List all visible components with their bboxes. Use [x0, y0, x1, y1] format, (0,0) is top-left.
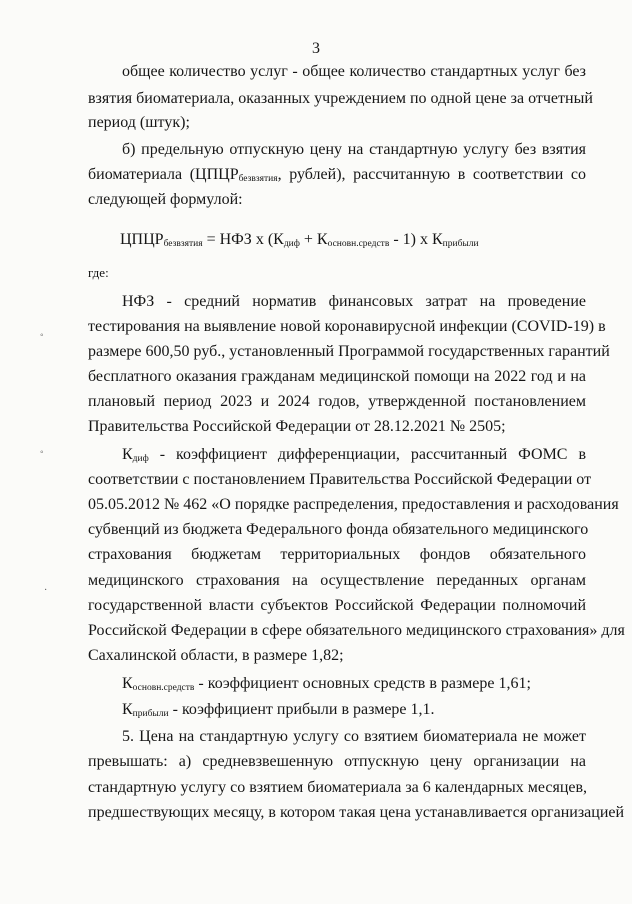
text-line: Российской Федерации в сфере обязательного медицинского страхования» для: [88, 622, 625, 639]
text-line: бесплатного оказания гражданам медицинской помощи на 2022 год и на: [88, 368, 586, 385]
text-line: Сахалинской области, в размере 1,82;: [88, 647, 344, 664]
text-line: биоматериала ($ЦПЦР_{безвзятия}$, рублей), рассчитанную в соответствии со: [88, 166, 586, 184]
text-line: следующей формулой:: [88, 191, 243, 208]
text-line: Правительства Российской Федерации от 28.12.2021 № 2505;: [88, 418, 506, 435]
text-line: превышать: а) средневзвешенную отпускную цену организации на: [88, 753, 586, 770]
text-line: взятия биоматериала, оказанных учреждением по одной цене за отчетный: [88, 90, 593, 107]
text-line: государственной власти субъектов Российской Федерации полномочий: [88, 597, 586, 614]
text-line: б) предельную отпускную цену на стандартную услугу без взятия: [122, 141, 586, 158]
scan-speck: ·: [44, 585, 48, 596]
scan-speck: ◦: [40, 447, 44, 458]
text-line: страхования бюджетам территориальных фондов обязательного: [88, 546, 586, 563]
text-line: 05.05.2012 № 462 «О порядке распределения, предоставления и расходования: [88, 496, 619, 513]
page-number: 3: [312, 40, 320, 57]
text-line: размере 600,50 руб., установленный Программой государственных гарантий: [88, 343, 610, 360]
text-line: НФЗ - средний норматив финансовых затрат на проведение: [122, 293, 586, 310]
text-line: соответствии с постановлением Правительства Российской Федерации от: [88, 471, 592, 488]
formula: $ЦПЦР_{безвзятия}$ = НФЗ х $(К_{диф} + К_{основн.средств} - 1)$ х $К_{прибыли}$: [120, 231, 479, 249]
text-line: период (штук);: [88, 114, 190, 131]
text-line: стандартную услугу со взятием биоматериала за 6 календарных месяцев,: [88, 779, 588, 796]
text-line: $К_{прибыли}$ - коэффициент прибыли в размере 1,1.: [122, 701, 435, 719]
text-line: субвенций из бюджета Федерального фонда обязательного медицинского: [88, 521, 589, 538]
scan-speck: ◦: [40, 330, 44, 341]
text-line: плановый период 2023 и 2024 годов, утвержденной постановлением: [88, 393, 586, 410]
text-line: тестирования на выявление новой коронавирусной инфекции (COVID-19) в: [88, 318, 606, 335]
text-line: $К_{основн.средств}$ - коэффициент основных средств в размере 1,61;: [122, 675, 531, 693]
text-line: общее количество услуг - общее количество стандартных услуг без: [122, 63, 586, 80]
text-line: 5. Цена на стандартную услугу со взятием биоматериала не может: [122, 728, 586, 745]
text-line: медицинского страхования на осуществление переданных органам: [88, 572, 586, 589]
text-line: $К_{диф}$ - коэффициент дифференциации, рассчитанный ФОМС в: [122, 446, 586, 464]
text-line: предшествующих месяцу, в котором такая цена устанавливается организацией: [88, 804, 625, 821]
text-line: где:: [88, 265, 109, 280]
